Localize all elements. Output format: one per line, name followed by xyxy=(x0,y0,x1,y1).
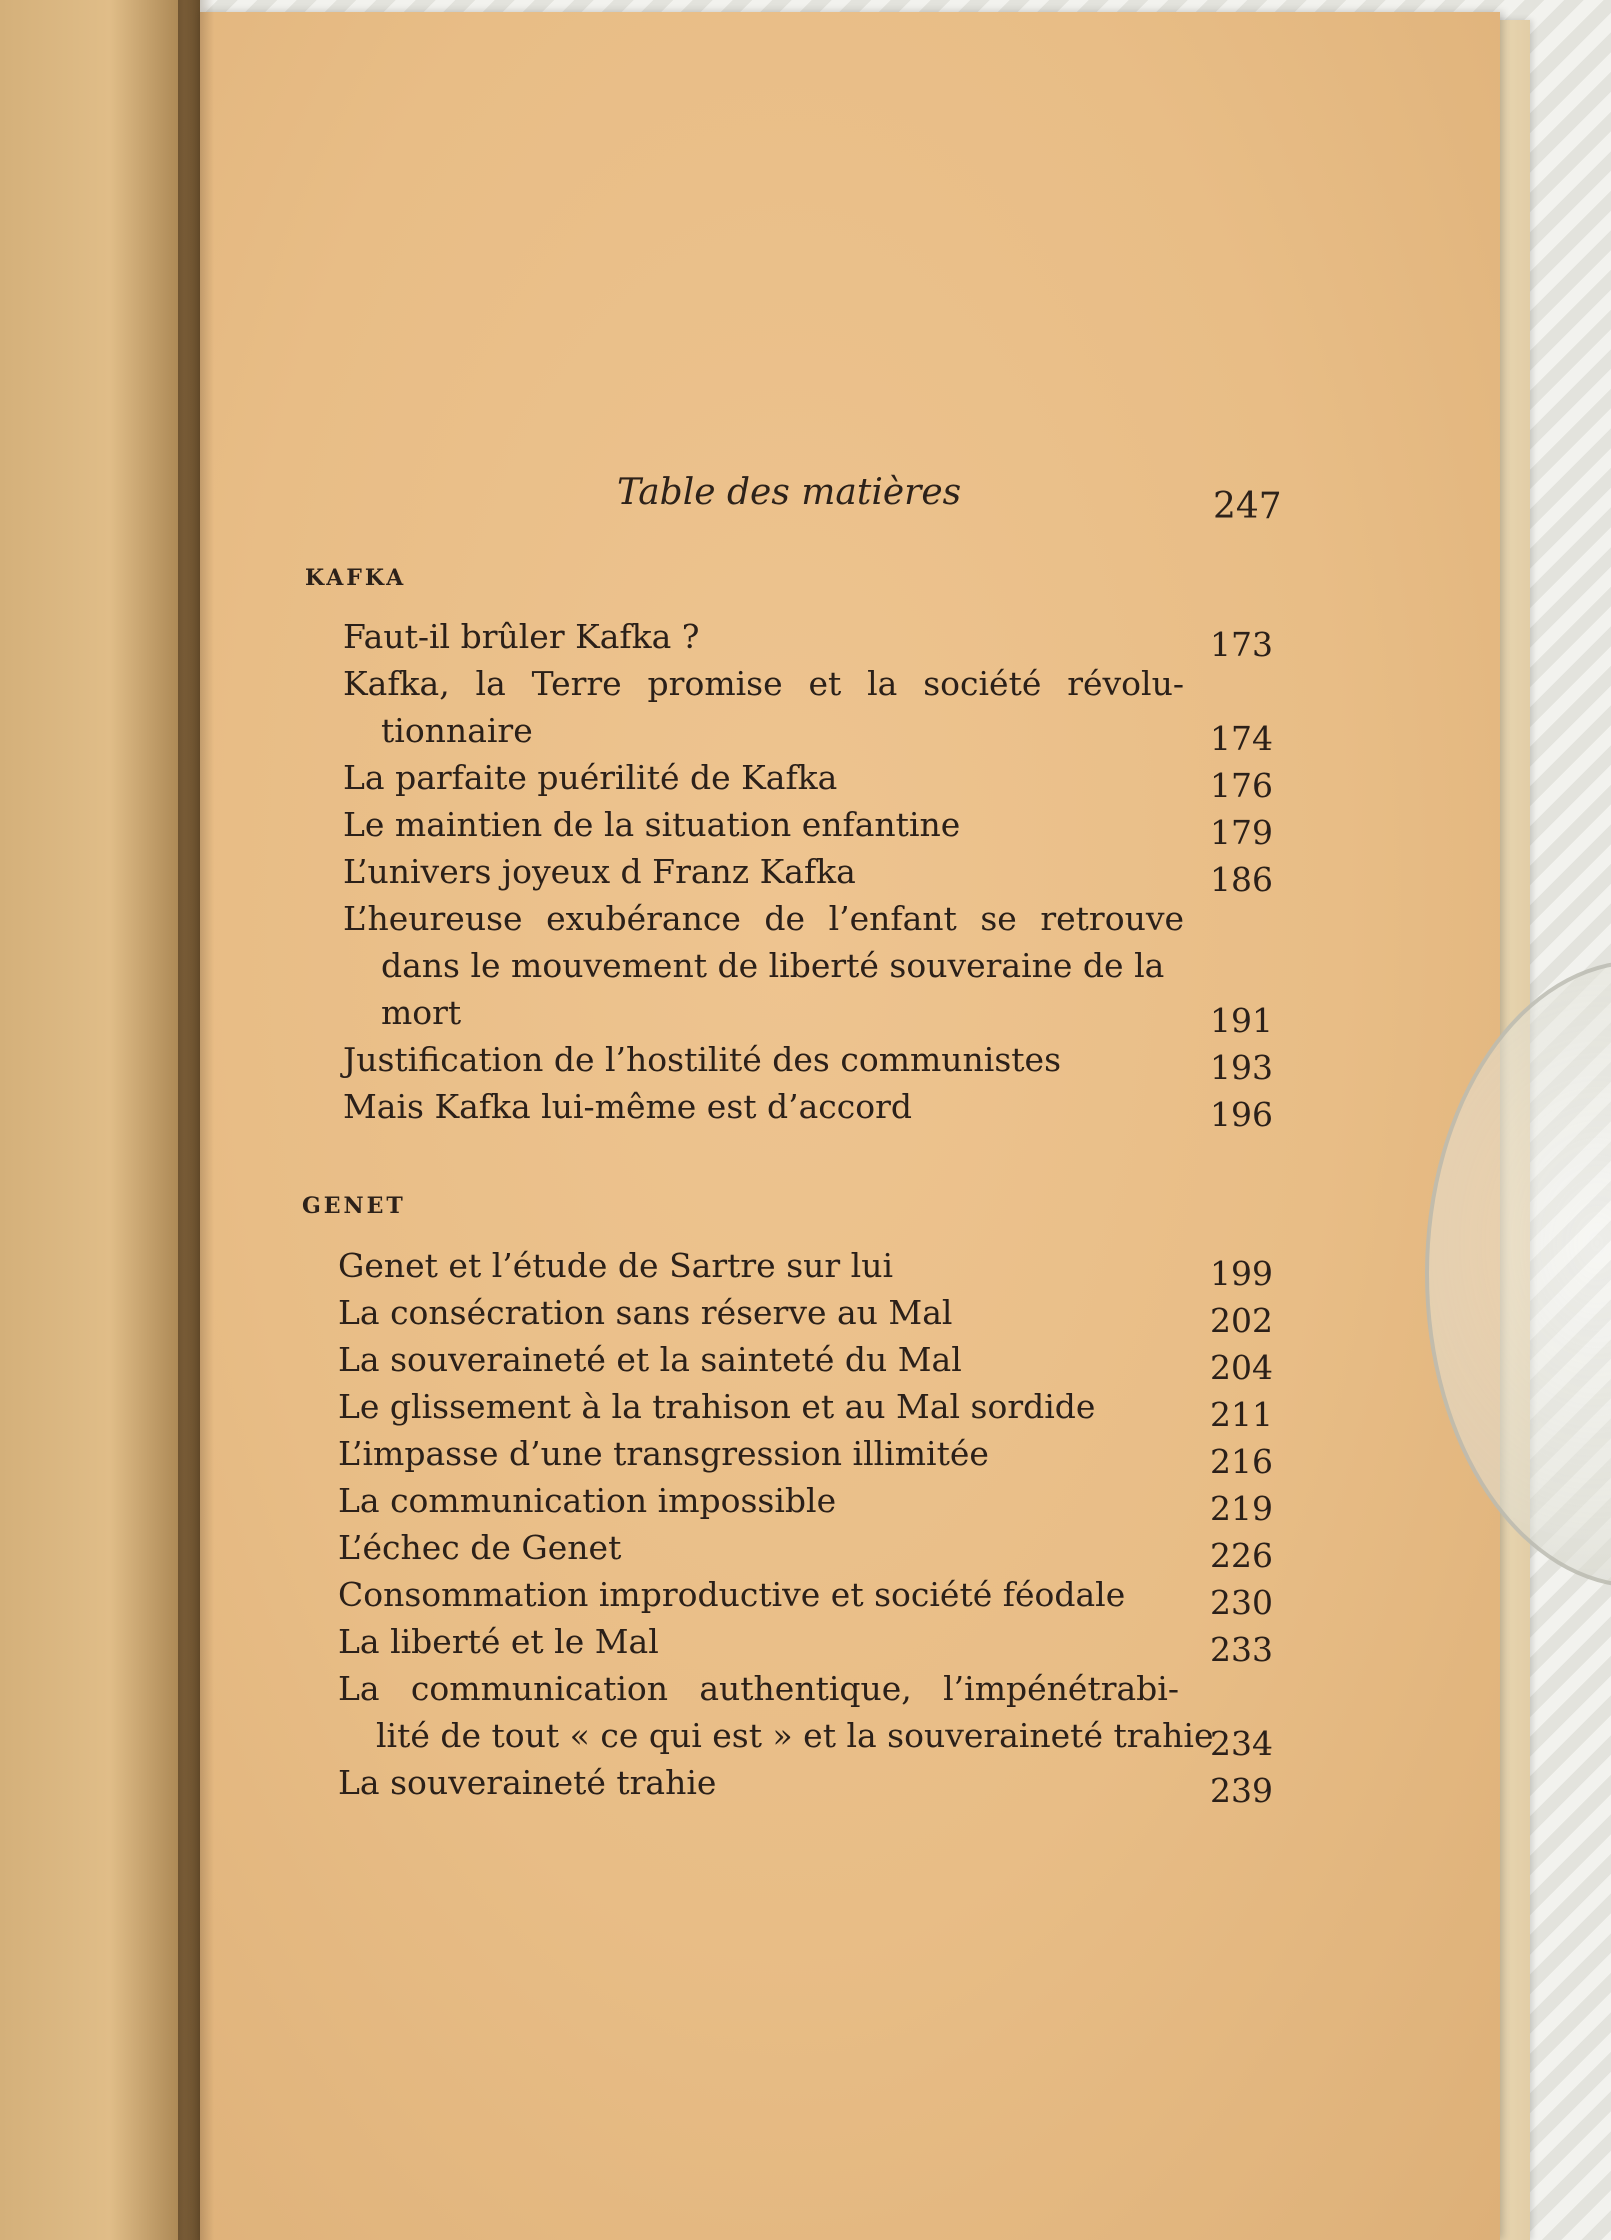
toc-entry-title-line: La consécration sans réserve au Mal xyxy=(338,1293,953,1332)
toc-entry-title-line: Faut-il brûler Kafka ? xyxy=(343,617,700,656)
toc-entry-title-line: L’heureuse exubérance de l’enfant se retrouve xyxy=(343,899,1184,938)
book-gutter xyxy=(178,0,214,2240)
toc-entry xyxy=(338,1665,1214,1759)
toc-entry-title-line: Mais Kafka lui-même est d’accord xyxy=(343,1087,913,1126)
toc-entry-title-line: dans le mouvement de liberté souveraine de la xyxy=(381,946,1165,985)
section-heading-genet: GENET xyxy=(302,1193,406,1219)
toc-entry-page-number: 191 xyxy=(1210,1001,1273,1040)
toc-entry-page-number: 216 xyxy=(1210,1442,1273,1481)
toc-entry-page-number: 211 xyxy=(1210,1395,1273,1434)
toc-entry-title-line: Justification de l’hostilité des communistes xyxy=(343,1040,1062,1079)
toc-entry xyxy=(338,1571,1125,1618)
toc-entry-title-line: La parfaite puérilité de Kafka xyxy=(343,758,838,797)
facing-page xyxy=(0,0,200,2240)
toc-entry-page-number: 239 xyxy=(1210,1771,1273,1810)
toc-entry-title-line: La communication authentique, l’impénétrabi- xyxy=(338,1669,1179,1708)
toc-entry-page-number: 226 xyxy=(1210,1536,1273,1575)
toc-entry xyxy=(338,1759,716,1806)
toc-entry-title-line: La souveraineté trahie xyxy=(338,1763,717,1802)
toc-entry-page-number: 179 xyxy=(1210,813,1273,852)
toc-entry-page-number: 202 xyxy=(1210,1301,1273,1340)
toc-entry-title-line: La souveraineté et la sainteté du Mal xyxy=(338,1340,962,1379)
toc-entry xyxy=(343,754,837,801)
toc-entry xyxy=(338,1336,962,1383)
running-head-title: Table des matières xyxy=(617,472,962,513)
toc-entry xyxy=(343,613,700,660)
toc-entry-page-number: 193 xyxy=(1210,1048,1273,1087)
toc-entry-page-number: 199 xyxy=(1210,1254,1273,1293)
toc-entry xyxy=(338,1242,893,1289)
toc-entry-page-number: 174 xyxy=(1210,719,1273,758)
section-heading-kafka: KAFKA xyxy=(305,565,407,591)
toc-entry xyxy=(338,1524,621,1571)
toc-entry-title-line: Le maintien de la situation enfantine xyxy=(343,805,961,844)
toc-entry-title-line: La communication impossible xyxy=(338,1481,837,1520)
toc-entry-title-line: tionnaire xyxy=(381,711,533,750)
toc-entry-page-number: 176 xyxy=(1210,766,1273,805)
toc-entry-page-number: 173 xyxy=(1210,625,1273,664)
toc-entry xyxy=(338,1430,989,1477)
toc-entry-title-line: Consommation improductive et société féodale xyxy=(338,1575,1126,1614)
toc-entry-title-line: Le glissement à la trahison et au Mal sordide xyxy=(338,1387,1096,1426)
toc-entry-title-line: lité de tout « ce qui est » et la souveraineté trahie xyxy=(376,1716,1214,1755)
toc-entry xyxy=(343,848,856,895)
toc-entry xyxy=(343,660,1184,754)
toc-entry-title-line: Genet et l’étude de Sartre sur lui xyxy=(338,1246,894,1285)
toc-entry-page-number: 230 xyxy=(1210,1583,1273,1622)
toc-entry xyxy=(338,1618,659,1665)
toc-entry-page-number: 219 xyxy=(1210,1489,1273,1528)
toc-entry-title-line: L’univers joyeux d Franz Kafka xyxy=(343,852,856,891)
toc-entry-page-number: 196 xyxy=(1210,1095,1273,1134)
toc-entry-page-number: 233 xyxy=(1210,1630,1273,1669)
toc-entry-page-number: 234 xyxy=(1210,1724,1273,1763)
toc-entry xyxy=(338,1383,1095,1430)
toc-entry xyxy=(338,1289,952,1336)
toc-entry-page-number: 204 xyxy=(1210,1348,1273,1387)
toc-entry xyxy=(338,1477,836,1524)
toc-entry-title-line: L’impasse d’une transgression illimitée xyxy=(338,1434,989,1473)
toc-entry-title-line: Kafka, la Terre promise et la société révolu- xyxy=(343,664,1184,703)
toc-entry-title-line: L’échec de Genet xyxy=(338,1528,622,1567)
toc-entry-title-line: mort xyxy=(381,993,462,1032)
toc-entry-title-line: La liberté et le Mal xyxy=(338,1622,659,1661)
toc-entry xyxy=(343,801,960,848)
toc-entry-page-number: 186 xyxy=(1210,860,1273,899)
toc-entry xyxy=(343,1036,1061,1083)
folio-page-number: 247 xyxy=(1213,486,1282,527)
toc-entry xyxy=(343,1083,912,1130)
toc-entry xyxy=(343,895,1184,1036)
